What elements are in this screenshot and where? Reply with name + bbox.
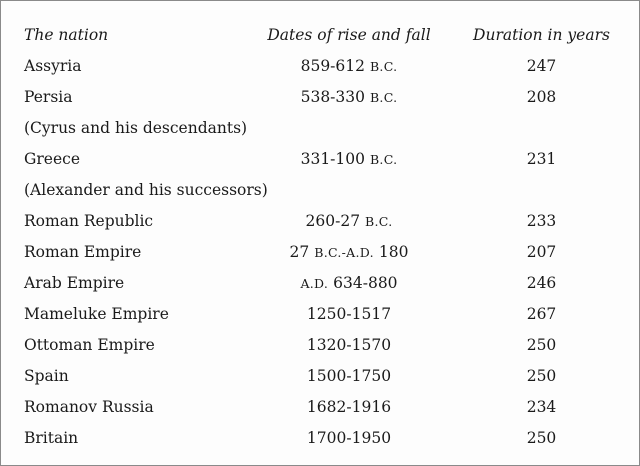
table-row	[24, 299, 624, 330]
duration-cell: 267	[526, 305, 557, 323]
dates-era: B.C.	[365, 214, 393, 229]
duration-cell: 250	[526, 429, 557, 447]
dates-years: 859-612	[300, 57, 370, 75]
dates-years: 260-27	[305, 212, 366, 230]
nation-cell: Greece	[24, 150, 80, 168]
duration-cell: 250	[526, 336, 557, 354]
duration-cell: 233	[526, 212, 557, 230]
nation-cell: Assyria	[24, 57, 82, 75]
header-duration: Duration in years	[473, 26, 610, 44]
dates-years: 538-330	[300, 88, 370, 106]
header-nation: The nation	[24, 26, 109, 44]
dates-years: 27	[289, 243, 315, 261]
dates-years: 634-880	[328, 274, 398, 292]
dates-cell	[264, 82, 434, 113]
dates-cell	[264, 206, 434, 237]
dates-years: 331-100	[300, 150, 370, 168]
nation-cell: Mameluke Empire	[24, 305, 169, 323]
dates-era: A.D.	[300, 276, 329, 291]
dates-cell: 1320-1570	[306, 336, 392, 354]
table-row	[24, 113, 624, 144]
nation-cell: Spain	[24, 367, 69, 385]
duration-cell: 247	[526, 57, 557, 75]
table-row	[24, 144, 624, 175]
nation-cell: Roman Republic	[24, 212, 154, 230]
dates-cell: 1250-1517	[306, 305, 392, 323]
nation-cell: Ottoman Empire	[24, 336, 155, 354]
dates-era: B.C.-A.D.	[314, 245, 374, 260]
table-row	[24, 392, 624, 423]
nation-cell: Romanov Russia	[24, 398, 154, 416]
nation-cell: Arab Empire	[24, 274, 125, 292]
table-row	[24, 82, 624, 113]
dates-cell	[264, 51, 434, 82]
duration-cell: 208	[526, 88, 557, 106]
nation-cell: Roman Empire	[24, 243, 142, 261]
dates-era: B.C.	[369, 90, 398, 105]
dates-years: 180	[373, 243, 409, 261]
nation-note-cell: (Cyrus and his descendants)	[24, 119, 248, 137]
nation-note-cell: (Alexander and his successors)	[24, 181, 268, 199]
dates-era: B.C.	[369, 59, 398, 74]
dates-era: B.C.	[369, 152, 398, 167]
table-header-row	[24, 20, 624, 51]
duration-cell: 207	[526, 243, 557, 261]
dates-cell: 1700-1950	[306, 429, 392, 447]
nation-cell: Persia	[24, 88, 73, 106]
empires-table	[24, 20, 624, 454]
table-row	[24, 175, 624, 206]
dates-cell: 1500-1750	[306, 367, 392, 385]
dates-cell: 1682-1916	[306, 398, 392, 416]
duration-cell: 231	[526, 150, 557, 168]
table-row	[24, 268, 624, 299]
duration-cell: 250	[526, 367, 557, 385]
header-dates: Dates of rise and fall	[267, 26, 431, 44]
duration-cell: 234	[526, 398, 557, 416]
table-row	[24, 361, 624, 392]
table-row	[24, 206, 624, 237]
dates-cell	[264, 237, 434, 268]
table-row	[24, 237, 624, 268]
table-row	[24, 330, 624, 361]
table-row	[24, 51, 624, 82]
duration-cell: 246	[526, 274, 557, 292]
nation-cell: Britain	[24, 429, 79, 447]
dates-cell	[264, 268, 434, 299]
dates-cell	[264, 144, 434, 175]
table-row	[24, 423, 624, 454]
